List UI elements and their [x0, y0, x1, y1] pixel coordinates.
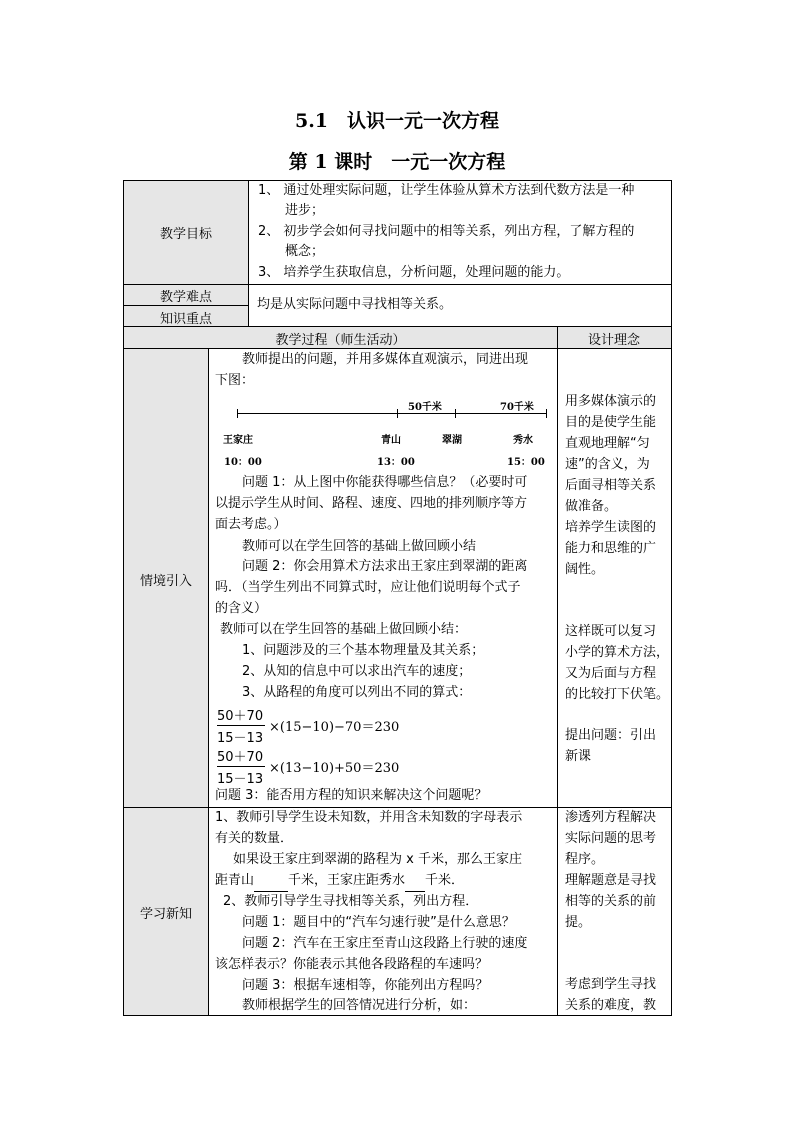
section1-line: 的含义） [215, 601, 268, 616]
design-note: 做准备。 [565, 499, 618, 514]
place-label: 青山 [381, 435, 401, 446]
formula-1-denominator: 15－13 [217, 731, 264, 746]
section2-line: 千米． [425, 873, 465, 888]
design-note: 小学的算术方法， [565, 645, 670, 660]
section2-line: 如果设王家庄到翠湖的路程为 x 千米，那么王家庄 [233, 852, 522, 867]
goals-line: 进步； [285, 203, 325, 218]
formula-2 [217, 746, 417, 790]
distance-label-2: 70千米 [500, 402, 534, 413]
formula-2-denominator: 15－13 [217, 772, 264, 787]
section1-label: 情境引入 [139, 574, 192, 589]
design-note: 后面寻相等关系 [565, 478, 657, 493]
design-note: 又为后面与方程 [565, 666, 657, 681]
design-note: 相等的关系的前 [565, 894, 657, 909]
formula-2-expression: ×(13−10)+50＝230 [269, 761, 400, 776]
design-note: 目的是使学生能 [565, 415, 657, 430]
route-figure [215, 393, 555, 468]
design-header: 设计理念 [587, 333, 640, 348]
design-note: 关系的难度，教 [565, 998, 657, 1013]
section1-line: 吗．（当学生列出不同算式时，应让他们说明每个式子 [215, 580, 521, 595]
design-note: 提。 [565, 915, 592, 930]
goals-label: 教学目标 [159, 227, 212, 242]
formula-2-numerator: 50＋70 [217, 750, 264, 765]
section2-line: 该怎样表示？你能表示其他各段路程的车速吗？ [215, 957, 489, 972]
design-note: 的比较打下伏笔。 [565, 687, 670, 702]
design-note: 新课 [565, 749, 592, 764]
section1-line: 3、从路程的角度可以列出不同的算式： [242, 685, 472, 700]
goals-line: 2、 初步学会如何寻找问题中的相等关系，列出方程，了解方程的 [258, 224, 635, 239]
section2-line: 教师根据学生的回答情况进行分析，如： [242, 998, 477, 1013]
time-label: 10：00 [224, 457, 262, 468]
place-label: 王家庄 [223, 435, 253, 446]
distance-label-1: 50千米 [408, 402, 442, 413]
section2-line: 2、教师引导学生寻找相等关系，列出方程． [223, 894, 479, 909]
focus-text: 均是从实际问题中寻找相等关系。 [257, 297, 453, 312]
section2-line: 问题 2：汽车在王家庄至青山这段路上行驶的速度 [242, 936, 528, 951]
design-note: 培养学生读图的 [565, 520, 657, 535]
difficulty-label: 教学难点 [159, 290, 212, 305]
section1-line: 面去考虑。） [215, 517, 287, 532]
goals-line: 1、 通过处理实际问题，让学生体验从算术方法到代数方法是一种 [258, 183, 635, 198]
section1-line: 2、从知的信息中可以求出汽车的速度； [242, 664, 472, 679]
section1-line: 教师可以在学生回答的基础上做回顾小结： [220, 622, 468, 637]
section1-line: 教师可以在学生回答的基础上做回顾小结 [242, 539, 477, 554]
section2-line: 有关的数量． [215, 831, 294, 846]
answer-blank [405, 871, 425, 892]
design-note: 速”的含义，为 [565, 457, 650, 472]
section2-blank-line [215, 871, 464, 892]
section1-line: 问题 3：能否用方程的知识来解决这个问题呢？ [215, 788, 488, 803]
design-note: 用多媒体演示的 [565, 394, 657, 409]
document-subtitle: 第 1 课时 一元一次方程 [288, 151, 506, 173]
place-label: 翠湖 [442, 435, 462, 446]
section2-line: 问题 3：根据车速相等，你能列出方程吗？ [242, 978, 489, 993]
design-note: 阔性。 [565, 562, 605, 577]
formula-1-expression: ×(15−10)−70＝230 [269, 720, 400, 735]
design-note: 程序。 [565, 852, 605, 867]
section1-line: 教师提出的问题，并用多媒体直观演示，同进出现 [242, 352, 529, 367]
section2-line: 问题 1：题目中的“汽车匀速行驶”是什么意思？ [242, 915, 515, 930]
keypoint-label: 知识重点 [159, 312, 212, 327]
design-note: 提出问题：引出 [565, 728, 657, 743]
formula-1 [217, 705, 417, 749]
section2-line: 距青山 [215, 873, 255, 888]
design-note: 直观地理解“匀 [565, 436, 650, 451]
design-note: 这样既可以复习 [565, 624, 657, 639]
section1-line: 1、问题涉及的三个基本物理量及其关系； [242, 643, 485, 658]
section1-line: 问题 2：你会用算术方法求出王家庄到翠湖的距离 [242, 559, 528, 574]
formula-1-numerator: 50＋70 [217, 709, 264, 724]
design-note: 考虑到学生寻找 [565, 977, 657, 992]
process-header: 教学过程（师生活动） [275, 333, 406, 348]
design-note: 理解题意是寻找 [565, 873, 657, 888]
section1-line: 下图： [215, 373, 255, 388]
answer-blank [254, 871, 288, 892]
design-note: 能力和思维的广 [565, 541, 657, 556]
document-title: 5.1 认识一元一次方程 [294, 110, 500, 132]
section2-line: 1、教师引导学生设未知数，并用含未知数的字母表示 [215, 810, 523, 825]
design-note: 渗透列方程解决 [565, 810, 657, 825]
section2-label: 学习新知 [139, 907, 192, 922]
time-label: 13：00 [377, 457, 415, 468]
goals-line: 3、 培养学生获取信息，分析问题，处理问题的能力。 [258, 265, 570, 280]
time-label: 15：00 [507, 457, 545, 468]
design-note: 实际问题的思考 [565, 831, 657, 846]
goals-line: 概念； [285, 244, 325, 259]
section1-line: 以提示学生从时间、路程、速度、四地的排列顺序等方 [215, 496, 528, 511]
place-label: 秀水 [513, 435, 533, 446]
section1-line: 问题 1：从上图中你能获得哪些信息？（必要时可 [242, 475, 528, 490]
section2-line: 千米，王家庄距秀水 [288, 873, 406, 888]
